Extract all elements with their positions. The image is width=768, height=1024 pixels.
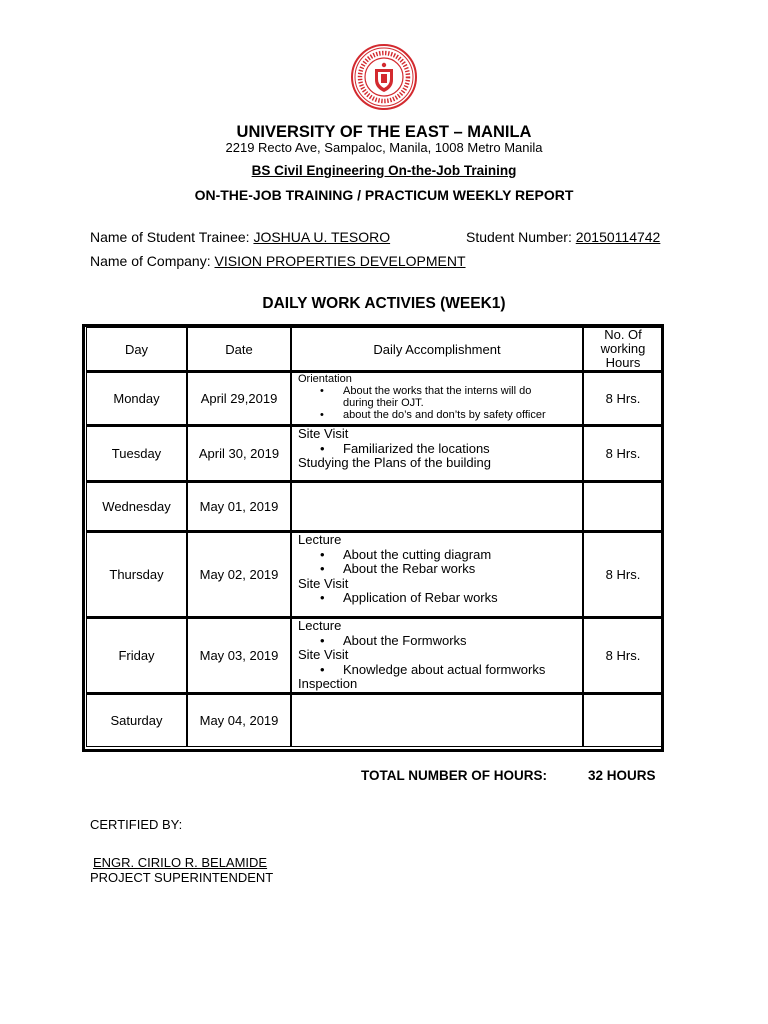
row-date: May 02, 2019 bbox=[187, 531, 291, 617]
total-hours-label: TOTAL NUMBER OF HOURS: bbox=[361, 768, 547, 783]
table-row bbox=[86, 425, 663, 481]
section-title: DAILY WORK ACTIVIES (WEEK1) bbox=[262, 295, 506, 312]
accomplishment-bullet: • About the works that the interns will do bbox=[298, 385, 582, 397]
table-row bbox=[86, 617, 663, 693]
trainee-name-value: JOSHUA U. TESORO bbox=[253, 229, 391, 245]
row-day: Friday bbox=[86, 617, 187, 693]
accomplishment-bullet: • About the Formworks bbox=[298, 634, 582, 649]
row-accomplishment bbox=[291, 693, 583, 747]
company-name-label: Name of Company: bbox=[90, 253, 211, 269]
program-title: BS Civil Engineering On-the-Job Training bbox=[251, 163, 517, 178]
row-day: Tuesday bbox=[86, 425, 187, 481]
header-hours: No. Of working Hours bbox=[583, 327, 663, 371]
table-header-row bbox=[86, 327, 663, 371]
row-accomplishment bbox=[291, 531, 583, 617]
accomplishment-line: Lecture bbox=[298, 532, 342, 547]
accomplishment-bullet: • Knowledge about actual formworks bbox=[298, 663, 582, 678]
header-accomplishment: Daily Accomplishment bbox=[291, 327, 583, 371]
accomplishment-line: during their OJT. bbox=[343, 397, 424, 409]
signatory-name: ENGR. CIRILO R. BELAMIDE bbox=[93, 855, 268, 870]
row-date: May 03, 2019 bbox=[187, 617, 291, 693]
row-hours: 8 Hrs. bbox=[583, 425, 663, 481]
row-date: April 30, 2019 bbox=[187, 425, 291, 481]
table-row bbox=[86, 693, 663, 747]
student-number-value: 20150114742 bbox=[575, 229, 661, 245]
student-number bbox=[466, 229, 660, 245]
accomplishment-bullet: • Application of Rebar works bbox=[298, 591, 582, 606]
accomplishment-line: Site Visit bbox=[298, 575, 349, 591]
accomplishment-bullet: • About the Rebar works bbox=[298, 562, 582, 577]
university-seal bbox=[351, 42, 417, 112]
row-date: April 29,2019 bbox=[187, 371, 291, 425]
row-date: May 01, 2019 bbox=[187, 481, 291, 531]
work-activities-table bbox=[86, 327, 663, 747]
accomplishment-line: Lecture bbox=[298, 618, 342, 633]
row-date: May 04, 2019 bbox=[187, 693, 291, 747]
report-title: ON-THE-JOB TRAINING / PRACTICUM WEEKLY REPORT bbox=[194, 187, 574, 203]
signatory-title: PROJECT SUPERINTENDENT bbox=[90, 870, 274, 885]
accomplishment-line: Orientation bbox=[298, 373, 352, 385]
table-row bbox=[86, 531, 663, 617]
trainee-name-label: Name of Student Trainee: bbox=[90, 229, 250, 245]
certified-by-label: CERTIFIED BY: bbox=[90, 817, 183, 832]
accomplishment-line: Site Visit bbox=[298, 647, 349, 662]
row-accomplishment bbox=[291, 481, 583, 531]
accomplishment-line: Inspection bbox=[298, 676, 358, 691]
row-accomplishment bbox=[291, 425, 583, 481]
row-hours bbox=[583, 481, 663, 531]
accomplishment-bullet: • About the cutting diagram bbox=[298, 548, 582, 563]
row-accomplishment bbox=[291, 371, 583, 425]
row-day: Thursday bbox=[86, 531, 187, 617]
row-day: Wednesday bbox=[86, 481, 187, 531]
company-name bbox=[90, 253, 466, 269]
header-date: Date bbox=[187, 327, 291, 371]
university-name: UNIVERSITY OF THE EAST – MANILA bbox=[236, 123, 532, 141]
row-day: Monday bbox=[86, 371, 187, 425]
table-row bbox=[86, 371, 663, 425]
company-name-value: VISION PROPERTIES DEVELOPMENT bbox=[214, 253, 466, 269]
row-accomplishment bbox=[291, 617, 583, 693]
accomplishment-bullet: • Familiarized the locations bbox=[298, 442, 582, 457]
university-address: 2219 Recto Ave, Sampaloc, Manila, 1008 Metro Manila bbox=[225, 140, 543, 155]
table-row bbox=[86, 481, 663, 531]
accomplishment-bullet: • about the do’s and don’ts by safety officer bbox=[298, 409, 582, 421]
trainee-name bbox=[90, 229, 390, 245]
accomplishment-line: Site Visit bbox=[298, 426, 349, 441]
row-day: Saturday bbox=[86, 693, 187, 747]
row-hours bbox=[583, 693, 663, 747]
row-hours: 8 Hrs. bbox=[583, 617, 663, 693]
row-hours: 8 Hrs. bbox=[583, 371, 663, 425]
row-hours: 8 Hrs. bbox=[583, 531, 663, 617]
accomplishment-line: Studying the Plans of the building bbox=[298, 455, 491, 470]
header-day: Day bbox=[86, 327, 187, 371]
student-number-label: Student Number: bbox=[466, 229, 572, 245]
total-hours-value: 32 HOURS bbox=[588, 768, 656, 783]
